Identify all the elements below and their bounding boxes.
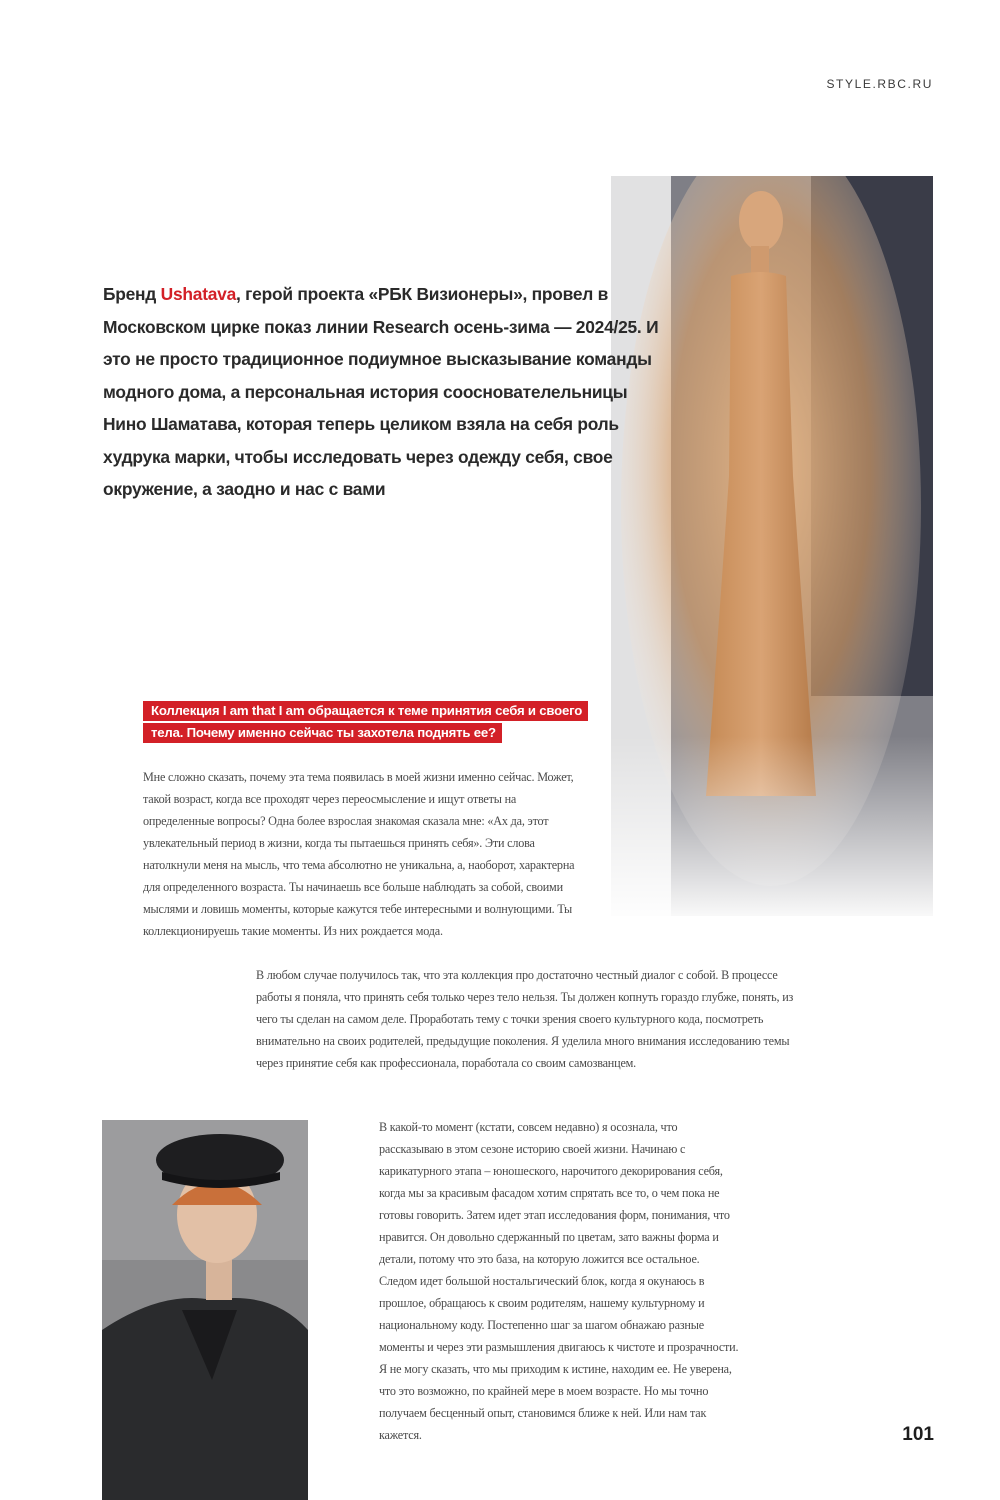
answer-paragraph-3: В какой-то момент (кстати, совсем недавно) я осознала, что рассказываю в этом сезоне историю своей жизни. Начинаю с карикатурного этапа – юношеского, нарочитого декорирования себя, когда мы за красивым фасадом хотим спрятать все то, о чем пока не готовы говорить. Затем идет этап исследования форм, понимания, что нравится. Он довольно сдержанный по цветам, зато важны форма и детали, потому что это база, на которую ложится все остальное. Следом идет большой ностальгический блок, когда я окунаюсь в прошлое, обращаюсь к своим родителям, нашему культурному и национальному коду. Постепенно шаг за шагом обнажаю разные моменты и через эти размышления двигаюсь к чистоте и прозрачности. Я не могу сказать, что мы приходим к истине, находим ее. Не уверена, что это возможно, по крайней мере в моем возрасте. Но мы точно получаем бесценный опыт, становимся ближе к ней. Или нам так кажется.: [379, 1120, 739, 1442]
lead-paragraph: [103, 278, 663, 506]
lead-text: , герой проекта «РБК Визионеры», провел в Московском цирке показ линии Research осень-зима — 2024/25. И это не просто традиционное подиумное высказывание команды модного дома, а персональная история сооснователельницы Нино Шаматава, которая теперь целиком взяла на себя роль худрука марки, чтобы исследовать через одежду себя, свое окружение, а заодно и нас с вами: [103, 284, 659, 499]
portrait-illustration: [102, 1120, 308, 1500]
site-url: STYLE.RBC.RU: [826, 77, 933, 91]
lead-prefix: Бренд: [103, 284, 161, 304]
page-number: 101: [902, 1424, 934, 1445]
model-portrait-photo: [102, 1120, 308, 1500]
interview-question: [143, 700, 583, 744]
question-text: Коллекция I am that I am обращается к теме принятия себя и своего тела. Почему именно сейчас ты захотела поднять ее?: [143, 701, 588, 743]
brand-name: Ushatava: [160, 284, 237, 304]
answer-paragraph-2: В любом случае получилось так, что эта коллекция про достаточно честный диалог с собой. В процессе работы я поняла, что принять себя только через тело нельзя. Ты должен копнуть гораздо глубже, понять, из чего ты сделан на самом деле. Проработать тему с точки зрения своего культурного кода, посмотреть внимательно на своих родителей, предыдущие поколения. Я уделила много внимания исследованию темы через принятие себя как профессионала, поработала со своим самозванцем.: [256, 968, 794, 1070]
answer-paragraph-1: Мне сложно сказать, почему эта тема появилась в моей жизни именно сейчас. Может, такой возраст, когда все проходят через переосмысление и ищут ответы на определенные вопросы? Одна более взрослая знакомая сказала мне: «Ах да, этот увлекательный период в жизни, когда ты пытаешься принять себя». Эти слова натолкнули меня на мысль, что тема абсолютно не уникальна, а, наоборот, характерна для определенного возраста. Ты начинаешь все больше наблюдать за собой, своими мыслями и ловишь моменты, которые кажутся тебе интересными и волнующими. Ты коллекционируешь такие моменты. Из них рождается мода.: [143, 770, 575, 938]
